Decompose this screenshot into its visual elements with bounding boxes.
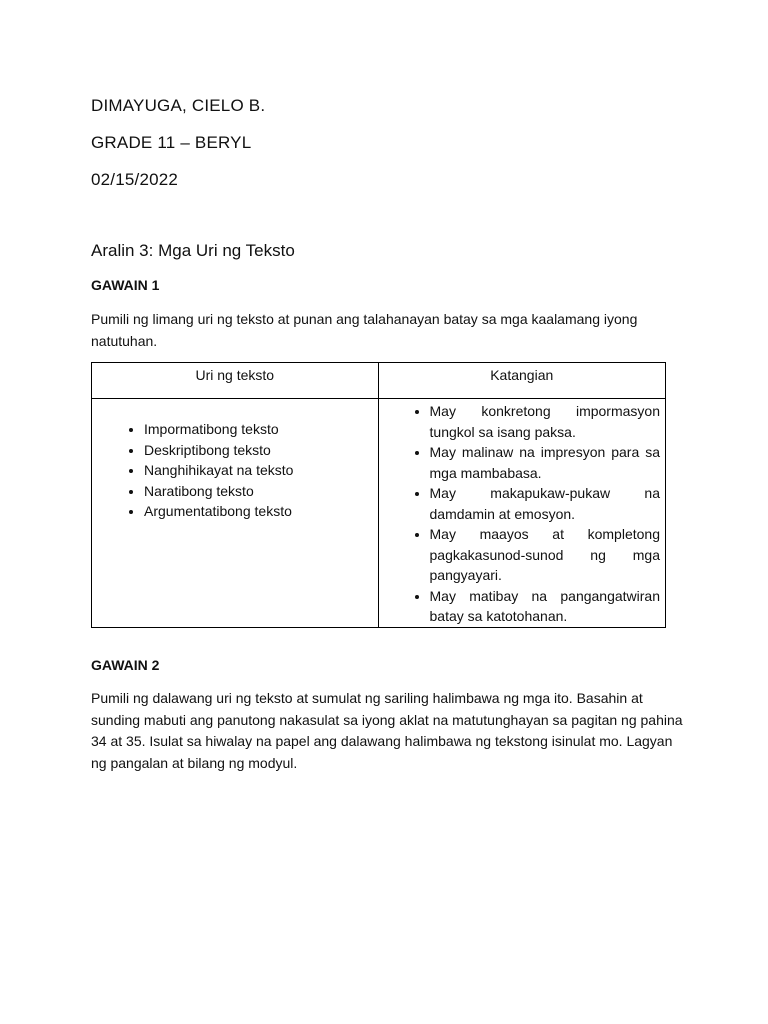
characteristics-cell xyxy=(378,399,665,628)
gawain2-heading: GAWAIN 2 xyxy=(91,657,160,673)
list-item: • May makapukaw-pukaw na damdamin at emosyon. xyxy=(430,483,660,524)
characteristics-list xyxy=(379,399,665,627)
table-header-row xyxy=(92,363,666,399)
table-row xyxy=(92,399,666,628)
list-item: • May matibay na pangangatwiran batay sa katotohanan. xyxy=(430,586,660,627)
lesson-title: Aralin 3: Mga Uri ng Teksto xyxy=(91,241,295,260)
gawain2-instructions: Pumili ng dalawang uri ng teksto at sumulat ng sariling halimbawa ng mga ito. Basahin at sunding mabuti ang panutong nakasulat sa iyong aklat na matutunghayan sa pagitan ng pahina 34 at 35. Isulat sa hiwalay na papel ang dalawang halimbawa ng tekstong isinulat mo. Lagyan ng pangalan at bilang ng modyul. xyxy=(91,690,683,771)
types-list xyxy=(92,399,378,522)
list-item: • May konkretong impormasyon tungkol sa isang paksa. xyxy=(430,401,660,442)
types-cell xyxy=(92,399,379,628)
gawain1-heading: GAWAIN 1 xyxy=(91,277,160,293)
table-header-type: Uri ng teksto xyxy=(92,363,379,399)
text-types-table xyxy=(91,362,666,628)
gawain1-instructions: Pumili ng limang uri ng teksto at punan ang talahanayan batay sa mga kaalamang iyong natutuhan. xyxy=(91,311,638,349)
list-item: • Argumentatibong teksto xyxy=(144,501,378,522)
student-grade: GRADE 11 – BERYL xyxy=(91,133,252,152)
document-date: 02/15/2022 xyxy=(91,170,179,189)
list-item: • Deskriptibong teksto xyxy=(144,440,378,461)
list-item: • Impormatibong teksto xyxy=(144,419,378,440)
list-item: • Naratibong teksto xyxy=(144,481,378,502)
list-item: • May maayos at kompletong pagkakasunod-sunod ng mga pangyayari. xyxy=(430,524,660,586)
list-item: • May malinaw na impresyon para sa mga mambabasa. xyxy=(430,442,660,483)
table-header-characteristic: Katangian xyxy=(378,363,665,399)
student-name: DIMAYUGA, CIELO B. xyxy=(91,96,266,115)
list-item: • Nanghihikayat na teksto xyxy=(144,460,378,481)
